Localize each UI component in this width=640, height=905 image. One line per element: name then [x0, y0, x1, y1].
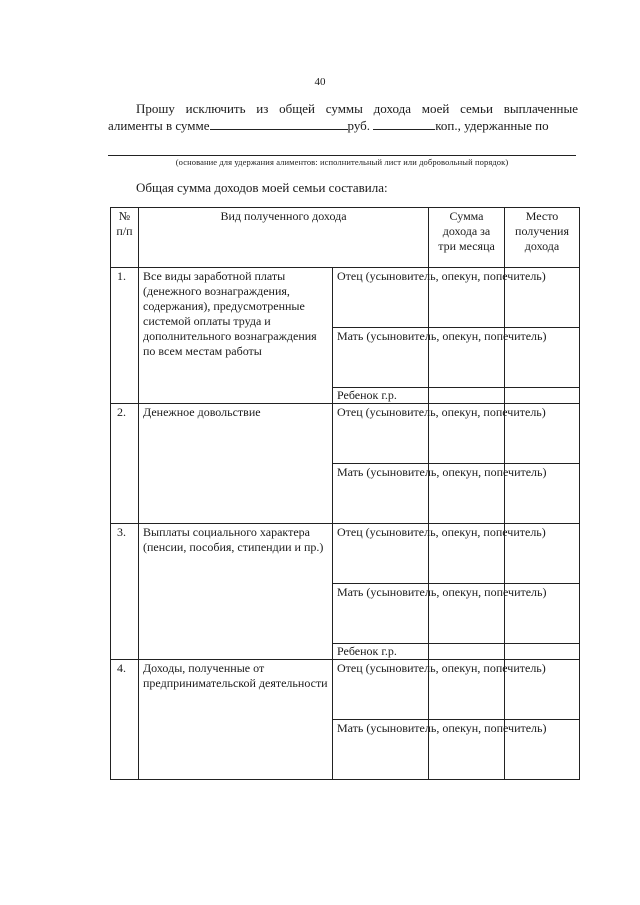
recipient-father: Отец (усыновитель, опекун, попечитель): [333, 524, 429, 584]
basis-note: (основание для удержания алиментов: исполнительный лист или добровольный порядок): [175, 157, 509, 167]
rub-amount-blank[interactable]: [210, 117, 348, 130]
recipient-father: Отец (усыновитель, опекун, попечитель): [333, 660, 429, 720]
row-number: 2.: [111, 404, 139, 524]
rub-label: руб.: [347, 118, 371, 133]
sum-cell[interactable]: [429, 644, 505, 660]
row-number: 1.: [111, 268, 139, 404]
table-row: [111, 404, 580, 464]
page-number: 40: [314, 76, 326, 88]
recipient-mother: Мать (усыновитель, опекун, попечитель): [333, 720, 429, 780]
recipient-mother: Мать (усыновитель, опекун, попечитель): [333, 328, 429, 388]
header-sum: Сумма дохода за три месяца: [429, 208, 505, 268]
recipient-child: Ребенок г.р.: [333, 644, 429, 660]
sum-cell[interactable]: [429, 388, 505, 404]
table-header-row: [111, 208, 580, 268]
recipient-child: Ребенок г.р.: [333, 388, 429, 404]
income-table: [110, 207, 580, 780]
recipient-father: Отец (усыновитель, опекун, попечитель): [333, 404, 429, 464]
table-row: [111, 524, 580, 584]
recipient-father: Отец (усыновитель, опекун, попечитель): [333, 268, 429, 328]
request-paragraph: [108, 101, 578, 134]
place-cell[interactable]: [505, 388, 580, 404]
row-number: 4.: [111, 660, 139, 780]
header-kind: Вид полученного дохода: [139, 208, 429, 268]
row-number: 3.: [111, 524, 139, 660]
total-income-label: Общая сумма доходов моей семьи составила:: [136, 180, 388, 195]
table-row: [111, 268, 580, 328]
income-kind: Доходы, полученные от предпринимательской деятельности: [139, 660, 333, 780]
header-num: № п/п: [111, 208, 139, 268]
recipient-mother: Мать (усыновитель, опекун, попечитель): [333, 464, 429, 524]
basis-blank-line[interactable]: [108, 155, 576, 156]
recipient-mother: Мать (усыновитель, опекун, попечитель): [333, 584, 429, 644]
income-kind: Все виды заработной платы (денежного вознаграждения, содержания), предусмотренные системой оплаты труда и дополнительного вознаграждения по всем местам работы: [139, 268, 333, 404]
income-kind: Денежное довольствие: [139, 404, 333, 524]
alimony-amount-label: алименты в сумме: [108, 118, 210, 133]
header-place: Место получения дохода: [505, 208, 580, 268]
request-line-1: Прошу исключить из общей суммы дохода моей семьи выплаченные: [136, 101, 578, 116]
income-kind: Выплаты социального характера (пенсии, пособия, стипендии и пр.): [139, 524, 333, 660]
table-row: [111, 660, 580, 720]
place-cell[interactable]: [505, 644, 580, 660]
kop-label: коп., удержанные по: [435, 118, 549, 133]
request-line-2: [108, 117, 578, 134]
kop-amount-blank[interactable]: [373, 117, 435, 130]
